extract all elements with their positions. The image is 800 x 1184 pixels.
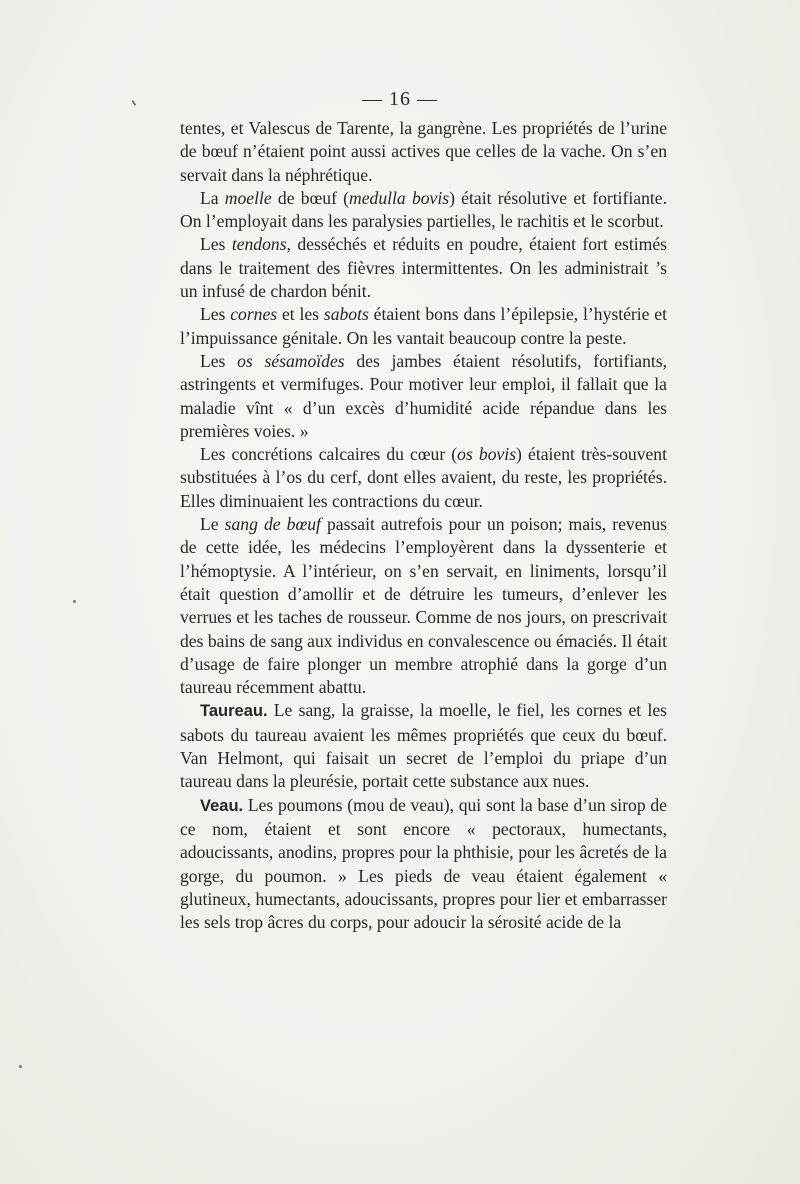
paragraph xyxy=(180,443,667,513)
text-run: passait autrefois pour un poison; mais, revenus de cette idée, les médecins l’employèrent dans la dyssenterie et l’hémoptysie. A l’intérieur, on s’en servait, en liniments, lorsqu’il était question d’amollir et de détruire les tumeurs, d’enlever les verrues et les taches de rousseur. Comme de nos jours, on prescrivait des bains de sang aux individus en convalescence ou émaciés. Il était d’usage de faire plonger un membre atrophié dans la gorge d’un taureau récemment abattu. xyxy=(180,514,667,698)
page-number: — 16 — xyxy=(362,88,438,110)
italic-term: tendons xyxy=(231,234,287,255)
italic-term: sang de bœuf xyxy=(224,514,321,535)
text-run: étaient bons dans l’épilepsie, l’hystérie et l’impuissance génitale. On les vantait beaucoup contre la peste. xyxy=(180,304,667,348)
text-run: La xyxy=(200,187,225,208)
text-run: Les poumons (mou de veau), qui sont la base d’un sirop de ce nom, étaient et sont encore « pectoraux, humectants, adoucissants, anodins, propres pour la phthisie, pour les âcretés de la gorge, du poumon. » Les pieds de veau étaient également « glutineux, humectants, adoucissants, propres pour lier et embarrasser les sels trop âcres du corps, pour adoucir la sérosité acide de la xyxy=(180,794,667,933)
paragraph xyxy=(180,187,667,234)
text-run: des jambes étaient résolutifs, fortifiants, astringents et vermifuges. Pour motiver leur emploi, il fallait que la maladie vînt « d’un excès d’humidité acide répandue dans les premières voies. » xyxy=(180,350,667,441)
paragraph xyxy=(180,513,667,699)
text-run: et les xyxy=(277,304,324,325)
italic-term: os bovis xyxy=(457,444,517,465)
text-run: Les xyxy=(200,304,231,325)
text-run: de bœuf ( xyxy=(271,187,350,208)
italic-term: medulla bovis xyxy=(349,187,450,208)
text-run: Le sang, la graisse, la moelle, le fiel, les cornes et les sabots du taureau avaient les mêmes propriétés que ceux du bœuf. Van Helmont, qui faisait un secret de l’emploi du priape d’un taureau dans la pleurésie, portait cette substance aux nues. xyxy=(180,700,667,792)
paragraph xyxy=(180,350,667,443)
text-run: ) étaient très-souvent substituées à l’os du cerf, dont elles avaient, du reste, les propriétés. Elles diminuaient les contractions du cœur. xyxy=(180,444,667,511)
paragraph xyxy=(180,794,667,935)
text-run: ) était résolutive et fortifiante. On l’employait dans les paralysies partielles, le rachitis et le scorbut. xyxy=(180,187,667,232)
paragraph xyxy=(180,303,667,350)
section-heading: Taureau. xyxy=(200,702,268,721)
italic-term: os sésamoïdes xyxy=(237,350,345,371)
italic-term: cornes xyxy=(230,304,278,325)
text-run: tentes, et Valescus de Tarente, la gangrène. Les propriétés de l’urine de bœuf n’étaient point aussi actives que celles de la vache. On s’en servait dans la néphrétique. xyxy=(180,118,667,185)
section-heading: Veau. xyxy=(200,796,244,815)
body-text xyxy=(180,117,667,934)
page-speck xyxy=(19,1065,22,1068)
text-run: Les xyxy=(200,234,232,255)
italic-term: moelle xyxy=(224,187,272,208)
paragraph xyxy=(180,117,667,187)
page-speck xyxy=(73,600,76,603)
text-run: Le xyxy=(200,514,225,535)
text-run: , desséchés et réduits en poudre, étaient fort estimés dans le traitement des fièvres intermittentes. On les administrait ’s un infusé de chardon bénit. xyxy=(180,234,667,302)
text-run: Les concrétions calcaires du cœur ( xyxy=(200,444,458,465)
text-run: Les xyxy=(200,350,238,371)
paragraph xyxy=(180,699,667,793)
paragraph xyxy=(180,233,667,303)
italic-term: sabots xyxy=(323,304,369,325)
